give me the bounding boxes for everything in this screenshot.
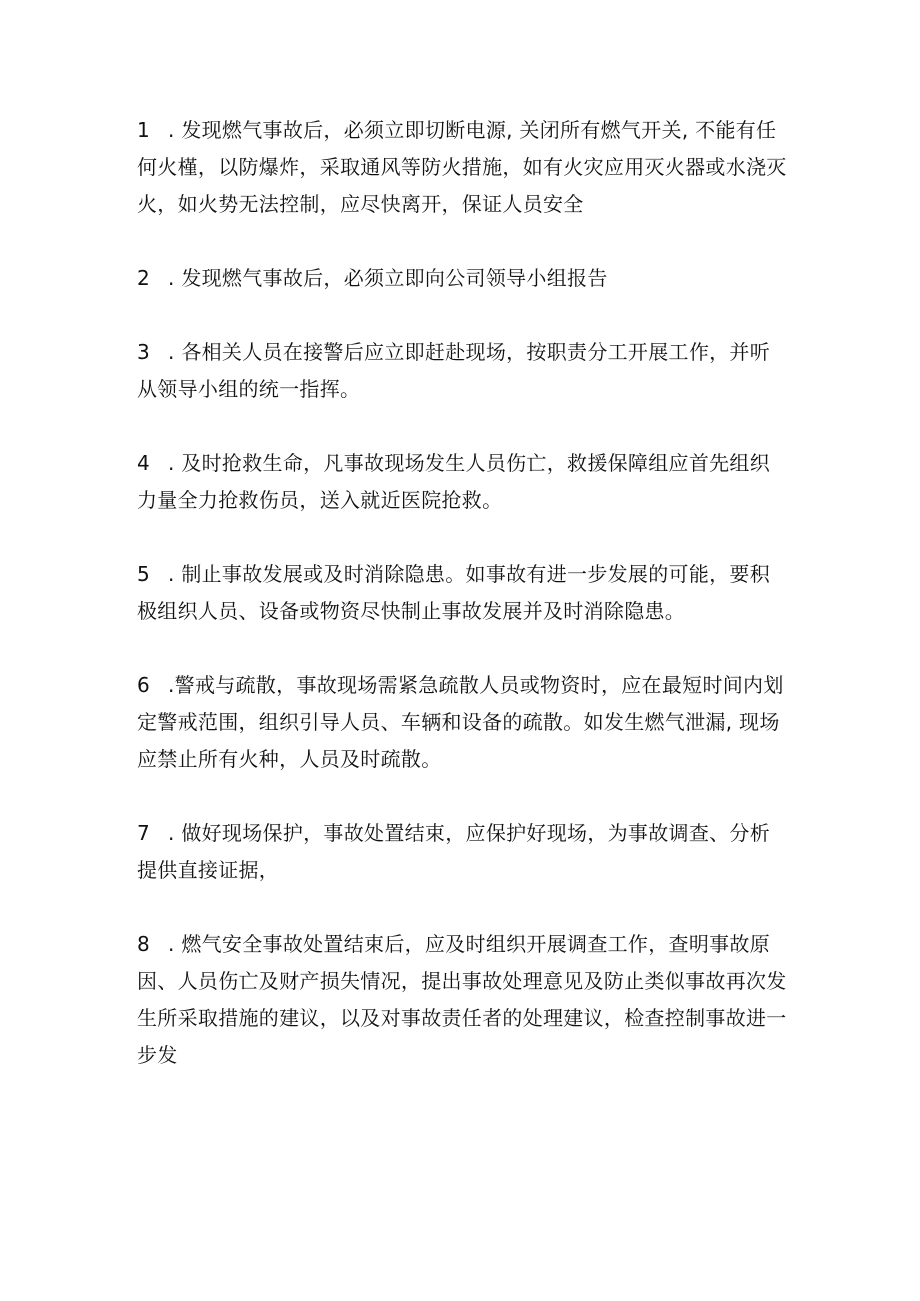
item-text: . 及时抢救生命，凡事故现场发生人员伤亡，救援保障组应首先组织力量全力抢救伤员，送入就近医院抢救。 [137,451,771,512]
item-number: 1 [137,118,151,142]
item-text: .警戒与疏散，事故现场需紧急疏散人员或物资时，应在最短时间内划定警戒范围，组织引导人员、车辆和设备的疏散。如发生燃气泄漏, 现场应禁止所有火种，人员及时疏散。 [137,673,784,771]
item-number: 8 [137,932,151,956]
list-item [137,112,790,223]
item-text: . 各相关人员在接警后应立即赶赴现场，按职责分工开展工作，并听从领导小组的统一指挥。 [137,340,771,401]
list-item [137,667,790,778]
item-text: . 发现燃气事故后，必须立即向公司领导小组报告 [168,266,608,290]
item-number: 4 [137,451,151,475]
item-number: 2 [137,266,151,290]
list-item [137,926,790,1074]
list-item [137,445,790,519]
item-text: . 发现燃气事故后，必须立即切断电源, 关闭所有燃气开关, 不能有任何火槿，以防爆炸，采取通风等防火措施，如有火灾应用灭火器或水浇灭火，如火势无法控制，应尽快离开，保证人员安全 [137,118,787,216]
item-number: 7 [137,821,151,845]
item-number: 5 [137,562,151,586]
list-item [137,260,790,297]
item-number: 3 [137,340,151,364]
list-item [137,556,790,630]
item-text: . 燃气安全事故处置结束后，应及时组织开展调查工作，查明事故原因、人员伤亡及财产损失情况，提出事故处理意见及防止类似事故再次发生所采取措施的建议，以及对事故责任者的处理建议，检查控制事故进一步发 [137,932,787,1067]
list-item [137,334,790,408]
item-text: . 制止事故发展或及时消除隐患。如事故有进一步发展的可能，要积极组织人员、设备或物资尽快制止事故发展并及时消除隐患。 [137,562,771,623]
item-text: . 做好现场保护，事故处置结束，应保护好现场，为事故调查、分析提供直接证据， [137,821,771,882]
list-item [137,815,790,889]
item-number: 6 [137,673,151,697]
